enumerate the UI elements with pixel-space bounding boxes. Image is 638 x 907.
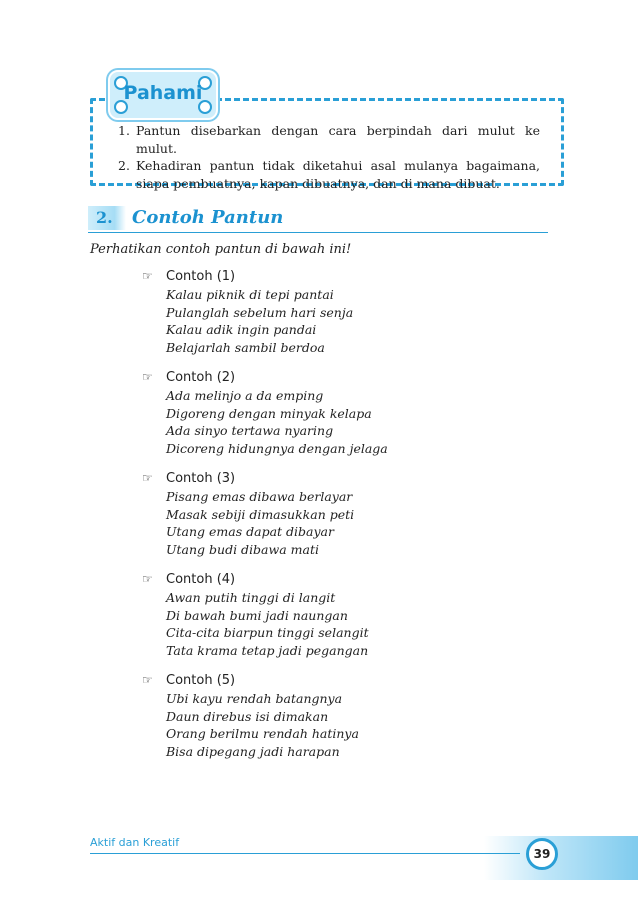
footer-band xyxy=(484,836,638,880)
section-divider xyxy=(88,232,548,233)
poem-line: Belajarlah sambil berdoa xyxy=(166,339,325,355)
pointing-hand-icon: ☞ xyxy=(142,269,153,283)
example-block xyxy=(142,570,522,659)
example-block xyxy=(142,671,522,760)
poem-line: Utang emas dapat dibayar xyxy=(166,524,334,540)
pointing-hand-icon: ☞ xyxy=(142,673,153,687)
pointing-hand-icon: ☞ xyxy=(142,471,153,485)
section-title: Contoh Pantun xyxy=(132,207,284,228)
poem-line: Dicoreng hidungnya dengan jelaga xyxy=(166,440,388,456)
poem-line: Kalau adik ingin pandai xyxy=(166,322,317,338)
example-block xyxy=(142,368,522,457)
pointing-hand-icon: ☞ xyxy=(142,370,153,384)
poem-line: Ada sinyo tertawa nyaring xyxy=(166,423,334,439)
poem-line: Tata krama tetap jadi pegangan xyxy=(166,642,369,658)
poem-line: Kalau piknik di tepi pantai xyxy=(166,287,334,302)
pahami-tab xyxy=(108,70,218,120)
poem-line: Orang berilmu rendah hatinya xyxy=(166,726,359,742)
example-label: Contoh (1) xyxy=(166,269,236,284)
section-number: 2. xyxy=(88,206,126,230)
example-label: Contoh (2) xyxy=(166,370,236,385)
pahami-title: Pahami xyxy=(123,82,203,104)
poem-line: Pulanglah sebelum hari senja xyxy=(166,304,354,320)
footer-divider xyxy=(90,853,520,854)
poem-line: Masak sebiji dimasukkan peti xyxy=(166,506,355,522)
poem-line: Awan putih tinggi di langit xyxy=(166,590,336,605)
pointing-hand-icon: ☞ xyxy=(142,572,153,586)
poem-line: Pisang emas dibawa berlayar xyxy=(166,489,353,504)
poem-line: Digoreng dengan minyak kelapa xyxy=(166,405,372,421)
poem-line: Bisa dipegang jadi harapan xyxy=(166,743,340,759)
example-block xyxy=(142,267,522,356)
pahami-item: 2. Kehadiran pantun tidak diketahui asal mulanya bagaimana, siapa pembuatnya, kapan dibuatnya, dan di mana dibuat. xyxy=(118,158,540,191)
page-number: 39 xyxy=(526,838,558,870)
poem-line: Cita-cita biarpun tinggi selangit xyxy=(166,625,369,641)
book-title: Aktif dan Kreatif xyxy=(90,836,180,849)
example-block xyxy=(142,469,522,558)
example-label: Contoh (3) xyxy=(166,471,236,486)
section-heading xyxy=(88,206,548,230)
pahami-list xyxy=(108,122,540,192)
example-label: Contoh (4) xyxy=(166,572,236,587)
poem-line: Utang budi dibawa mati xyxy=(166,541,319,557)
intro-text: Perhatikan contoh pantun di bawah ini! xyxy=(90,242,352,257)
poem-line: Di bawah bumi jadi naungan xyxy=(166,607,348,623)
poem-line: Daun direbus isi dimakan xyxy=(166,708,329,724)
example-label: Contoh (5) xyxy=(166,673,236,688)
poem-line: Ubi kayu rendah batangnya xyxy=(166,691,343,706)
poem-line: Ada melinjo a da emping xyxy=(166,388,324,403)
pahami-item: 1. Pantun disebarkan dengan cara berpindah dari mulut ke mulut. xyxy=(118,123,540,156)
